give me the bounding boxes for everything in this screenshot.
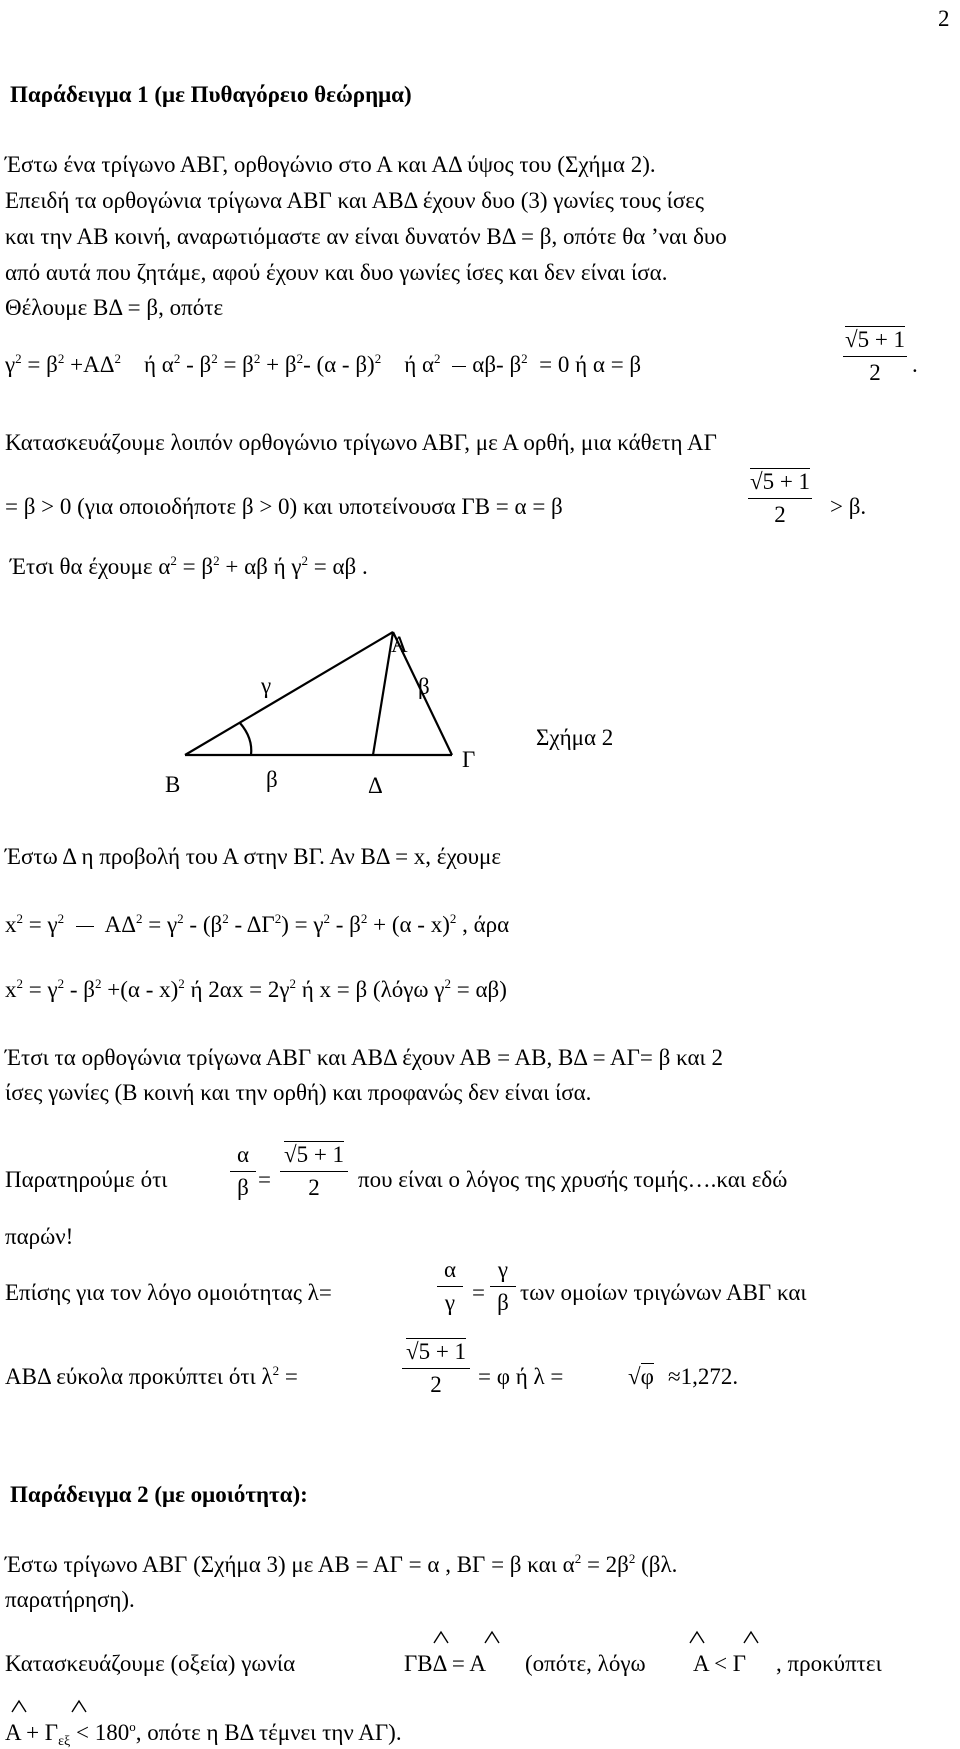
paragraph-line: Έτσι τα ορθογώνια τρίγωνα ΑΒΓ και ΑΒΔ έχουν ΑΒ = ΑΒ, ΒΔ = ΑΓ= β και 2 (5, 1045, 723, 1070)
similarity-lead: Επίσης για τον λόγο ομοιότητας λ= (5, 1280, 332, 1305)
golden-ratio-fraction: √5 + 1 2 (749, 469, 811, 527)
ratio-lead: Παρατηρούμε ότι (5, 1167, 168, 1192)
hat-mark (485, 1632, 499, 1643)
angle-inequality: Α < Γ (693, 1651, 747, 1676)
paragraph-line: Έστω ένα τρίγωνο ΑΒΓ, ορθογώνιο στο Α και ΑΔ ύψος του (Σχήμα 2). (5, 152, 656, 177)
hat-mark (72, 1701, 86, 1712)
hat-mark (434, 1632, 448, 1643)
side-label-beta-bottom: β (266, 767, 278, 792)
ratio-rest: που είναι ο λόγος της χρυσής τομής….και εδώ (358, 1167, 788, 1192)
equation-1: $\gamma^2 = \beta^2 +A\Delta^2$ ή $\alpha^2 - \beta^2 = \beta^2 + \beta^2-$ (α - β)$^2$ ή $\alpha^2$ αβ- $\beta^2 = 0$ ή α = β (5, 351, 642, 377)
paragraph-line: και την ΑΒ κοινή, αναρωτιόμαστε αν είναι δυνατόν ΒΔ = β, οπότε θα ’ναι δυο (5, 224, 727, 249)
paragraph-line: Έτσι θα έχουμε $\alpha^2 = \beta^2 + \alpha\beta$ ή $\gamma^2 = \alpha\beta$ . (10, 553, 368, 579)
label-D: Δ (368, 773, 383, 798)
lambda-after: = φ ή λ = (478, 1364, 564, 1389)
sqrt-5-plus-1: √5 + 1 (749, 469, 811, 494)
label-B: Β (165, 772, 181, 797)
paragraph-line: παρατήρηση). (5, 1587, 135, 1612)
fraction-gamma-over-beta: γ β (490, 1256, 516, 1317)
paragraph-line: (οπότε, λόγω (525, 1651, 646, 1676)
hat-mark (744, 1632, 758, 1643)
period: . (912, 352, 918, 377)
lambda-line: ΑΒΔ εύκολα προκύπτει ότι $\lambda^2$ = (5, 1363, 298, 1389)
equals-sign: = (258, 1167, 271, 1192)
sqrt-phi: √φ (628, 1364, 654, 1389)
paragraph-line-end: > β. (830, 494, 867, 519)
paragraph-line: $A + \Gamma_{\varepsilon\xi} < 180^o$, οπότε η ΒΔ τέμνει την ΑΓ). (5, 1719, 402, 1749)
sqrt-5-plus-1: √5 + 1 (283, 1142, 345, 1167)
paragraph-line: Έστω τρίγωνο ΑΒΓ (Σχήμα 3) με ΑΒ = ΑΓ = α , ΒΓ = β και $\alpha^2 = 2\beta^2$ (βλ. (5, 1551, 678, 1577)
golden-ratio-fraction: √5 + 1 2 (402, 1338, 470, 1399)
paragraph-line: ίσες γωνίες (Β κοινή και την ορθή) και προφανώς δεν είναι ίσα. (5, 1080, 592, 1105)
equation-2: $x^2 = \gamma^2$ $A\Delta^2 = \gamma^2 - (\beta^2 - \Delta\Gamma^2) = \gamma^2 - \beta^2 + (\alpha - x)^2$ , άρα (5, 911, 510, 937)
page-number: 2 (938, 6, 950, 31)
lambda-approx: ≈1,272. (668, 1364, 739, 1389)
equation-3: $x^2 = \gamma^2 - \beta^2 +(\alpha - x)^2$ ή $2\alpha x = 2\gamma^2$ ή x = β (λόγω $\gamma^2 = \alpha\beta$) (5, 976, 507, 1002)
paragraph-line: από αυτά που ζητάμε, αφού έχουν και δυο γωνίες ίσες και δεν είναι ίσα. (5, 260, 668, 285)
fraction-alpha-over-beta: α β (230, 1141, 256, 1202)
paragraph-line: Θέλουμε ΒΔ = β, οπότε (5, 295, 224, 320)
sqrt-5-plus-1: √5 + 1 (844, 327, 906, 352)
example1-heading: Παράδειγμα 1 (με Πυθαγόρειο θεώρημα) (10, 82, 412, 107)
example2-heading: Παράδειγμα 2 (με ομοιότητα): (10, 1482, 308, 1507)
angle-expression: ΓΒΔ = Α (404, 1651, 486, 1676)
similarity-rest: των ομοίων τριγώνων ΑΒΓ και (520, 1280, 807, 1305)
label-G: Γ (462, 747, 476, 772)
sqrt-5-plus-1: √5 + 1 (405, 1339, 467, 1364)
paragraph-line: , προκύπτει (776, 1651, 882, 1676)
equals-sign: = (472, 1280, 485, 1305)
paragraph-line: Κατασκευάζουμε (οξεία) γωνία (5, 1651, 296, 1676)
paragraph-line: = β > 0 (για οποιοδήποτε β > 0) και υποτείνουσα ΓΒ = α = β (5, 494, 563, 519)
fraction-alpha-over-gamma: α γ (437, 1256, 463, 1317)
side-label-beta-top: β (418, 674, 430, 699)
paragraph-line: Κατασκευάζουμε λοιπόν ορθογώνιο τρίγωνο ΑΒΓ, με Α ορθή, μια κάθετη ΑΓ (5, 430, 717, 455)
figure-caption: Σχήμα 2 (536, 725, 614, 750)
golden-ratio-fraction: √5 + 1 2 (280, 1141, 348, 1202)
paragraph-line: Έστω Δ η προβολή του Α στην ΒΓ. Αν ΒΔ = x, έχουμε (5, 844, 502, 869)
golden-ratio-fraction: √5 + 1 2 (844, 327, 906, 385)
hat-mark (690, 1632, 704, 1643)
hat-mark (12, 1701, 26, 1712)
ratio-continuation: παρών! (5, 1224, 74, 1249)
label-A: Α (391, 632, 408, 657)
paragraph-line: Επειδή τα ορθογώνια τρίγωνα ΑΒΓ και ΑΒΔ έχουν δυο (3) γωνίες τους ίσες (5, 188, 705, 213)
side-label-gamma: γ (261, 673, 272, 698)
